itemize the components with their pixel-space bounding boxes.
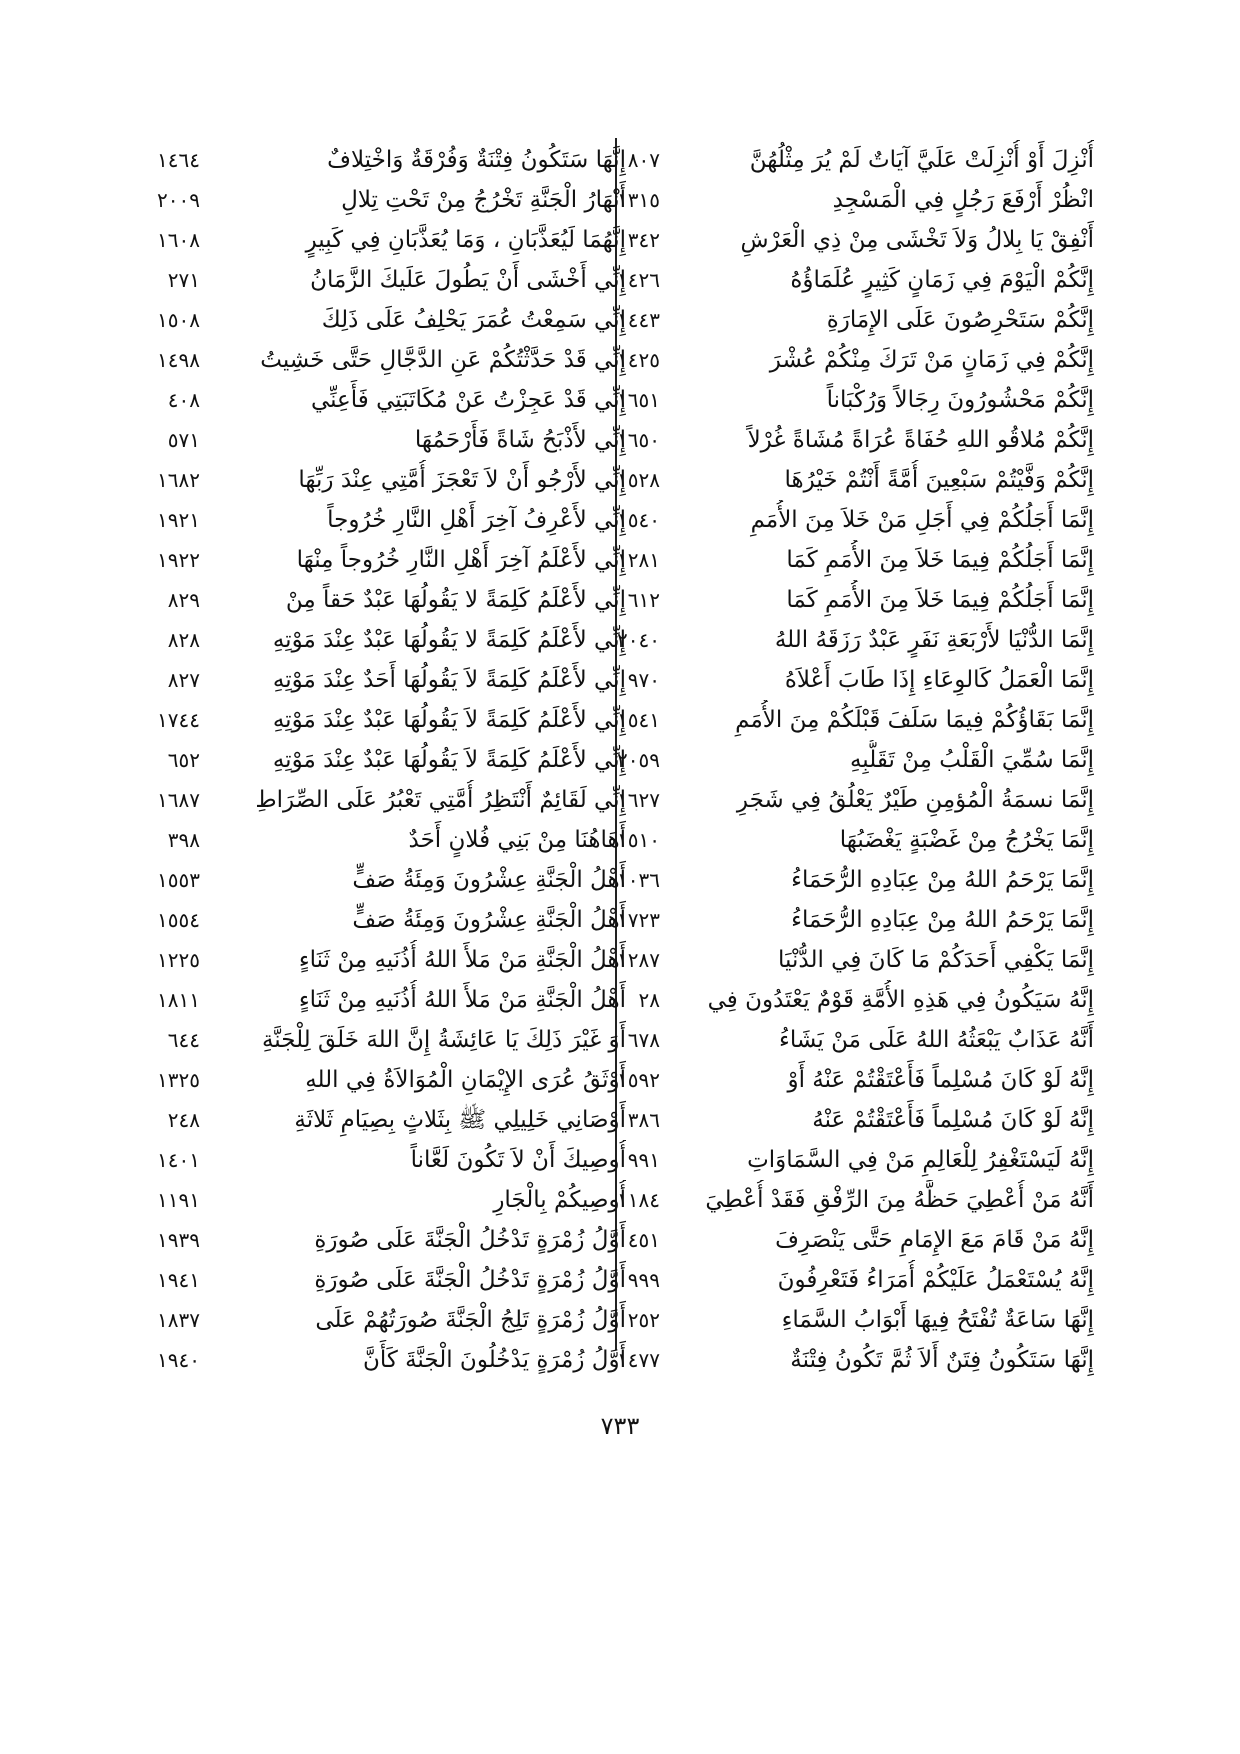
right-index-column	[634, 140, 1094, 1380]
hadith-incipit: إِنَّمَا الدُّنْيَا لأَرْبَعَةِ نَفَرٍ عَبْدٌ رَزَقَهُ اللهُ	[774, 627, 1094, 653]
hadith-incipit: إِنَّمَا أَجَلُكُمْ فِيمَا خَلاَ مِنَ الأُمَمِ كَمَا	[786, 587, 1094, 613]
hadith-incipit: إِنِّي أَخْشَى أَنْ يَطُولَ عَلَيكَ الزَّمَانُ	[310, 267, 626, 293]
hadith-number: ٣٤٢	[627, 228, 660, 252]
index-entry	[634, 420, 1094, 460]
hadith-incipit: إِنَّمَا أَجَلُكُمْ فِي أَجَلِ مَنْ خَلاَ مِنَ الأُمَمِ	[750, 507, 1094, 533]
index-entry	[634, 260, 1094, 300]
index-entry	[634, 700, 1094, 740]
hadith-incipit: إِنَّكُمْ وَفَّيْتُمْ سَبْعِينَ أُمَّةً أَنْتُمْ خَيْرُهَا	[784, 467, 1094, 493]
hadith-number: ١٦٢٧	[617, 788, 660, 812]
index-entry	[146, 540, 626, 580]
index-entry	[146, 260, 626, 300]
hadith-number: ١٦٨٧	[157, 788, 200, 812]
index-entry	[146, 740, 626, 780]
hadith-number: ١٩٣٩	[157, 1228, 200, 1252]
hadith-number: ١٧٢٣	[617, 908, 660, 932]
hadith-incipit: أَهْلُ الْجَنَّةِ مَنْ مَلأَ اللهُ أُذُنَيهِ مِنْ ثَنَاءٍ	[298, 987, 626, 1013]
hadith-number: ٢٤٨	[167, 1108, 200, 1132]
hadith-incipit: أَنَّهُ مَنْ أُعْطِيَ حَظَّهُ مِنَ الرِّفْقِ فَقَدْ أُعْطِيَ	[705, 1187, 1094, 1213]
index-entry	[634, 1220, 1094, 1260]
hadith-incipit: أَهْلُ الْجَنَّةِ مَنْ مَلأَ اللهُ أُذُنَيهِ مِنْ ثَنَاءٍ	[298, 947, 626, 973]
hadith-number: ١٤٩٨	[157, 348, 200, 372]
index-entry	[146, 1100, 626, 1140]
hadith-number: ١٥٥٣	[157, 868, 200, 892]
hadith-number: ٦١٢	[627, 588, 660, 612]
hadith-number: ٦٥٢	[167, 748, 200, 772]
index-entry	[146, 660, 626, 700]
index-entry	[634, 380, 1094, 420]
page-number: ٧٣٣	[600, 1412, 640, 1440]
hadith-incipit: إِنَّمَا يَرْحَمُ اللهُ مِنْ عِبَادِهِ الرُّحَمَاءُ	[791, 907, 1094, 933]
hadith-incipit: إِنَّمَا يَكْفِي أَحَدَكُمْ مَا كَانَ فِي الدُّنْيَا	[778, 947, 1094, 973]
hadith-incipit: أَهْلُ الْجَنَّةِ عِشْرُونَ وَمِئَةُ صَفٍّ	[352, 867, 626, 893]
hadith-number: ١٤٠١	[157, 1148, 200, 1172]
hadith-incipit: أَوَّلُ زُمْرَةٍ تَدْخُلُ الْجَنَّةَ عَلَى صُورَةِ	[314, 1267, 626, 1293]
index-entry	[634, 460, 1094, 500]
index-entry	[146, 1020, 626, 1060]
hadith-incipit: أَوَ غَيْرَ ذَلِكَ يَا عَائِشَةُ إِنَّ اللهَ خَلَقَ لِلْجَنَّةِ	[261, 1027, 626, 1053]
hadith-number: ١٥٠٨	[157, 308, 200, 332]
hadith-incipit: إِنَّمَا يَرْحَمُ اللهُ مِنْ عِبَادِهِ الرُّحَمَاءُ	[791, 867, 1094, 893]
hadith-incipit: إِنِّي لأَعْلَمُ كَلِمَةً لاَ يَقُولُهَا عَبْدٌ عِنْدَ مَوْتِهِ	[272, 747, 626, 773]
hadith-incipit: أَهْلُ الْجَنَّةِ عِشْرُونَ وَمِئَةُ صَفٍّ	[352, 907, 626, 933]
hadith-number: ١٦٥٠	[617, 428, 660, 452]
index-entry	[634, 500, 1094, 540]
hadith-number: ٨٠٧	[627, 148, 660, 172]
hadith-incipit: إِنِّي قَدْ عَجِزْتُ عَنْ مُكَاتَبَتِي فَأَعِنِّي	[310, 387, 626, 413]
hadith-incipit: إِنَّمَا بَقَاؤُكُمْ فِيمَا سَلَفَ قَبْلَكُمْ مِنَ الأُمَمِ	[735, 707, 1094, 733]
hadith-incipit: إِنَّمَا يَخْرُجُ مِنْ غَضْبَةٍ يَغْضَبُهَا	[839, 827, 1094, 853]
index-entry	[146, 180, 626, 220]
index-entry	[146, 300, 626, 340]
hadith-incipit: إِنَّهُ لَوْ كَانَ مُسْلِماً فَأَعْتَقْتُمْ عَنْهُ أَوْ	[787, 1067, 1094, 1093]
hadith-number: ٢٠٠٩	[157, 188, 200, 212]
hadith-incipit: أَوَّلُ زُمْرَةٍ تَدْخُلُ الْجَنَّةَ عَلَى صُورَةِ	[314, 1227, 626, 1253]
hadith-number: ١٥٩٢	[617, 1068, 660, 1092]
index-entry	[146, 940, 626, 980]
index-entry	[634, 740, 1094, 780]
hadith-number: ٦٧٨	[627, 1028, 660, 1052]
left-index-column	[146, 140, 626, 1380]
hadith-incipit: إِنَّمَا سُمِّيَ الْقَلْبُ مِنْ تَقَلُّبِهِ	[849, 747, 1094, 773]
hadith-incipit: أَنْهَارُ الْجَنَّةِ تَخْرُجُ مِنْ تَحْتِ تِلالِ	[341, 187, 626, 213]
hadith-incipit: أَوْصَانِي خَلِيلِي ﷺ بِثَلاثٍ بِصِيَامِ ثَلاثَةِ	[294, 1107, 626, 1133]
index-entry	[146, 1180, 626, 1220]
hadith-number: ٩٧٠	[627, 668, 660, 692]
index-entry	[146, 340, 626, 380]
hadith-number: ٢٠٤٠	[617, 628, 660, 652]
hadith-number: ١٥٤١	[617, 708, 660, 732]
hadith-incipit: أَوْثَقُ عُرَى الإِيْمَانِ الْمُوَالاَةُ فِي اللهِ	[305, 1067, 626, 1093]
hadith-number: ٢٨	[638, 988, 660, 1012]
index-entry	[634, 1020, 1094, 1060]
index-entry	[634, 1100, 1094, 1140]
hadith-incipit: أَنَّهُ عَذَابٌ يَبْعَثُهُ اللهُ عَلَى مَنْ يَشَاءُ	[779, 1027, 1094, 1053]
hadith-number: ١٤٤٣	[617, 308, 660, 332]
hadith-incipit: إِنِّي سَمِعْتُ عُمَرَ يَحْلِفُ عَلَى ذَلِكَ	[321, 307, 626, 333]
hadith-number: ١٩٤٠	[157, 1348, 200, 1372]
hadith-incipit: إِنِّي لأَعْلَمُ آخِرَ أَهْلِ النَّارِ خُرُوجاً مِنْهَا	[296, 547, 626, 573]
index-entry	[146, 620, 626, 660]
hadith-number: ١٧٤٤	[157, 708, 200, 732]
index-entry	[634, 660, 1094, 700]
index-entry	[146, 860, 626, 900]
index-entry	[146, 1260, 626, 1300]
hadith-number: ١٤٦٤	[157, 148, 200, 172]
index-entry	[146, 780, 626, 820]
index-entry	[146, 820, 626, 860]
index-entry	[634, 940, 1094, 980]
hadith-incipit: إِنَّهُ سَيَكُونُ فِي هَذِهِ الأُمَّةِ قَوْمٌ يَعْتَدُونَ فِي	[707, 987, 1094, 1013]
hadith-number: ٢٠٥٩	[617, 748, 660, 772]
index-entry	[146, 1220, 626, 1260]
index-entry	[146, 1140, 626, 1180]
index-entry	[146, 500, 626, 540]
hadith-number: ٤٥١	[627, 1228, 660, 1252]
hadith-number: ١١٨٤	[617, 1188, 660, 1212]
hadith-incipit: إِنَّكُمْ مَحْشُورُونَ رِجَالاً وَرُكْبَاناً	[826, 387, 1094, 413]
hadith-incipit: إِنِّي لأَذْبَحُ شَاةً فَأَرْحَمُهَا	[414, 427, 626, 453]
hadith-number: ١٤٢٥	[617, 348, 660, 372]
hadith-number: ١٠٣٦	[617, 868, 660, 892]
index-entry	[634, 780, 1094, 820]
hadith-number: ٩٩١	[627, 1148, 660, 1172]
index-entry	[634, 860, 1094, 900]
hadith-incipit: أَهَاهُنَا مِنْ بَنِي فُلانٍ أَحَدٌ	[408, 827, 626, 853]
hadith-number: ٩٩٩	[627, 1268, 660, 1292]
index-entry	[634, 180, 1094, 220]
index-entry	[146, 1060, 626, 1100]
hadith-number: ٣٩٨	[167, 828, 200, 852]
hadith-number: ١١٩١	[157, 1188, 200, 1212]
hadith-incipit: أُوصِيكَ أَنْ لاَ تَكُونَ لَعَّاناً	[410, 1147, 626, 1173]
hadith-incipit: إِنِّي لأَعْلَمُ كَلِمَةً لاَ يَقُولُهَا أَحَدٌ عِنْدَ مَوْتِهِ	[272, 667, 626, 693]
index-entry	[634, 1300, 1094, 1340]
hadith-number: ٥٧١	[167, 428, 200, 452]
hadith-incipit: إِنِّي لأَرْجُو أَنْ لاَ تَعْجَزَ أُمَّتِي عِنْدَ رَبِّهَا	[298, 467, 626, 493]
hadith-incipit: إِنَّهَا سَتَكُونُ فِتْنَةٌ وَفُرْقَةٌ وَاخْتِلافٌ	[327, 147, 626, 173]
index-entry	[634, 900, 1094, 940]
index-entry	[146, 220, 626, 260]
hadith-number: ٨٢٨	[167, 628, 200, 652]
hadith-incipit: إِنَّكُمْ سَتَحْرِصُونَ عَلَى الإِمَارَةِ	[826, 307, 1094, 333]
hadith-number: ٨٢٩	[167, 588, 200, 612]
hadith-number: ١٦٨٢	[157, 468, 200, 492]
hadith-incipit: إِنَّهُ لَوْ كَانَ مُسْلِماً فَأَعْتَقْتُمْ عَنْهُ	[812, 1107, 1094, 1133]
hadith-number: ٨٢٧	[167, 668, 200, 692]
index-entry	[634, 220, 1094, 260]
hadith-incipit: إِنِّي لأَعْرِفُ آخِرَ أَهْلِ النَّارِ خُرُوجاً	[327, 507, 626, 533]
hadith-number: ١٩٢٢	[157, 548, 200, 572]
hadith-incipit: أَنْفِقْ يَا بِلالُ وَلاَ تَخْشَى مِنْ ذِي الْعَرْشِ	[740, 227, 1094, 253]
index-entry	[146, 1300, 626, 1340]
index-entry	[634, 1340, 1094, 1380]
hadith-number: ١٦٥١	[617, 388, 660, 412]
hadith-number: ٢٧١	[167, 268, 200, 292]
index-entry	[634, 1180, 1094, 1220]
index-entry	[146, 1340, 626, 1380]
index-entry	[634, 1060, 1094, 1100]
hadith-incipit: إِنِّي قَدْ حَدَّثْتُكُمْ عَنِ الدَّجَّالِ حَتَّى خَشِيتُ	[260, 347, 626, 373]
hadith-incipit: إِنَّكُمْ الْيَوْمَ فِي زَمَانٍ كَثِيرٍ عُلَمَاؤُهُ	[790, 267, 1094, 293]
hadith-number: ١٥٤٠	[617, 508, 660, 532]
hadith-incipit: أَوَّلُ زُمْرَةٍ تَلِجُ الْجَنَّةَ صُورَتُهُمْ عَلَى	[315, 1307, 626, 1333]
hadith-number: ١٩٢١	[157, 508, 200, 532]
hadith-number: ٣٨٦	[627, 1108, 660, 1132]
hadith-incipit: إِنَّمَا الْعَمَلُ كَالوِعَاءِ إِذَا طَابَ أَعْلاَهُ	[784, 667, 1094, 693]
index-entry	[634, 340, 1094, 380]
index-entry	[634, 580, 1094, 620]
hadith-incipit: إِنَّكُمْ مُلاقُو اللهِ حُفَاةً عُرَاةً مُشَاةً غُرْلاً	[747, 427, 1094, 453]
index-entry	[146, 380, 626, 420]
index-entry	[146, 900, 626, 940]
hadith-number: ١٦٠٨	[157, 228, 200, 252]
hadith-incipit: أُنْزِلَ أَوْ أُنْزِلَتْ عَلَيَّ آيَاتٌ لَمْ يُرَ مِثْلُهُنَّ	[749, 147, 1094, 173]
hadith-incipit: إِنِّي لأَعْلَمُ كَلِمَةً لاَ يَقُولُهَا عَبْدٌ عِنْدَ مَوْتِهِ	[272, 707, 626, 733]
hadith-incipit: إِنِّي لَقَائِمٌ أَنْتَظِرُ أُمَّتِي تَعْبُرُ عَلَى الصِّرَاطِ	[255, 787, 626, 813]
hadith-incipit: إِنَّهُ يُسْتَعْمَلُ عَلَيْكُمْ أُمَرَاءُ فَتَعْرِفُونَ	[777, 1267, 1094, 1293]
hadith-number: ١٥١٠	[617, 828, 660, 852]
index-entry	[146, 140, 626, 180]
hadith-incipit: إِنَّمَا أَجَلُكُمْ فِيمَا خَلاَ مِنَ الأُمَمِ كَمَا	[786, 547, 1094, 573]
index-entry	[146, 460, 626, 500]
hadith-incipit: أَوَّلُ زُمْرَةٍ يَدْخُلُونَ الْجَنَّةَ كَأَنَّ	[362, 1347, 626, 1373]
index-entry	[146, 420, 626, 460]
hadith-incipit: إِنَّمَا نسمَةُ الْمُؤمِنِ طَيْرٌ يَعْلُقُ فِي شَجَرِ	[736, 787, 1094, 813]
hadith-number: ١٢٨٧	[617, 948, 660, 972]
hadith-incipit: إِنِّي لأَعْلَمُ كَلِمَةً لا يَقُولُهَا عَبْدٌ عِنْدَ مَوْتِهِ	[272, 627, 626, 653]
index-entry	[146, 700, 626, 740]
index-entry	[146, 980, 626, 1020]
hadith-number: ٦٤٤	[167, 1028, 200, 1052]
hadith-number: ١٢٢٥	[157, 948, 200, 972]
hadith-number: ١٥٥٤	[157, 908, 200, 932]
hadith-number: ٤٠٨	[167, 388, 200, 412]
hadith-number: ٢٥٢	[627, 1308, 660, 1332]
hadith-incipit: إِنِّي لأَعْلَمُ كَلِمَةً لا يَقُولُهَا عَبْدٌ حَقاً مِنْ	[285, 587, 626, 613]
hadith-number: ١٤٧٧	[617, 1348, 660, 1372]
index-entry	[634, 540, 1094, 580]
index-entry	[634, 980, 1094, 1020]
hadith-number: ١٢٨١	[617, 548, 660, 572]
hadith-incipit: إِنَّهَا سَاعَةٌ تُفْتَحُ فِيهَا أَبْوَابُ السَّمَاءِ	[781, 1307, 1094, 1333]
hadith-incipit: إِنَّكُمْ فِي زَمَانٍ مَنْ تَرَكَ مِنْكُمْ عُشْرَ	[769, 347, 1094, 373]
hadith-number: ١٩٤١	[157, 1268, 200, 1292]
index-entry	[634, 620, 1094, 660]
index-entry	[146, 580, 626, 620]
index-entry	[634, 1260, 1094, 1300]
hadith-number: ١٣٢٥	[157, 1068, 200, 1092]
hadith-incipit: انْظُرْ أَرْفَعَ رَجُلٍ فِي الْمَسْجِدِ	[832, 187, 1094, 213]
hadith-incipit: إِنَّهُ مَنْ قَامَ مَعَ الإِمَامِ حَتَّى يَنْصَرِفَ	[775, 1227, 1094, 1253]
hadith-number: ١٤٢٦	[617, 268, 660, 292]
hadith-number: ١٨١١	[157, 988, 200, 1012]
hadith-incipit: أُوصِيكُمْ بِالْجَارِ	[493, 1187, 626, 1213]
hadith-incipit: إِنَّهُمَا لَيُعَذَّبَانِ ، وَمَا يُعَذَّبَانِ فِي كَبِيرٍ	[305, 227, 626, 253]
index-entry	[634, 820, 1094, 860]
hadith-incipit: إِنَّهُ لَيَسْتَغْفِرُ لِلْعَالِمِ مَنْ فِي السَّمَاوَاتِ	[747, 1147, 1094, 1173]
index-entry	[634, 140, 1094, 180]
hadith-number: ١٣١٥	[617, 188, 660, 212]
hadith-number: ١٥٢٨	[617, 468, 660, 492]
hadith-incipit: إِنَّهَا سَتَكُونُ فِتَنٌ أَلاَ ثُمَّ تَكُونُ فِتْنَةٌ	[790, 1347, 1094, 1373]
hadith-number: ١٨٣٧	[157, 1308, 200, 1332]
left-reference-numbers	[140, 140, 200, 1380]
index-entry	[634, 1140, 1094, 1180]
index-entry	[634, 300, 1094, 340]
